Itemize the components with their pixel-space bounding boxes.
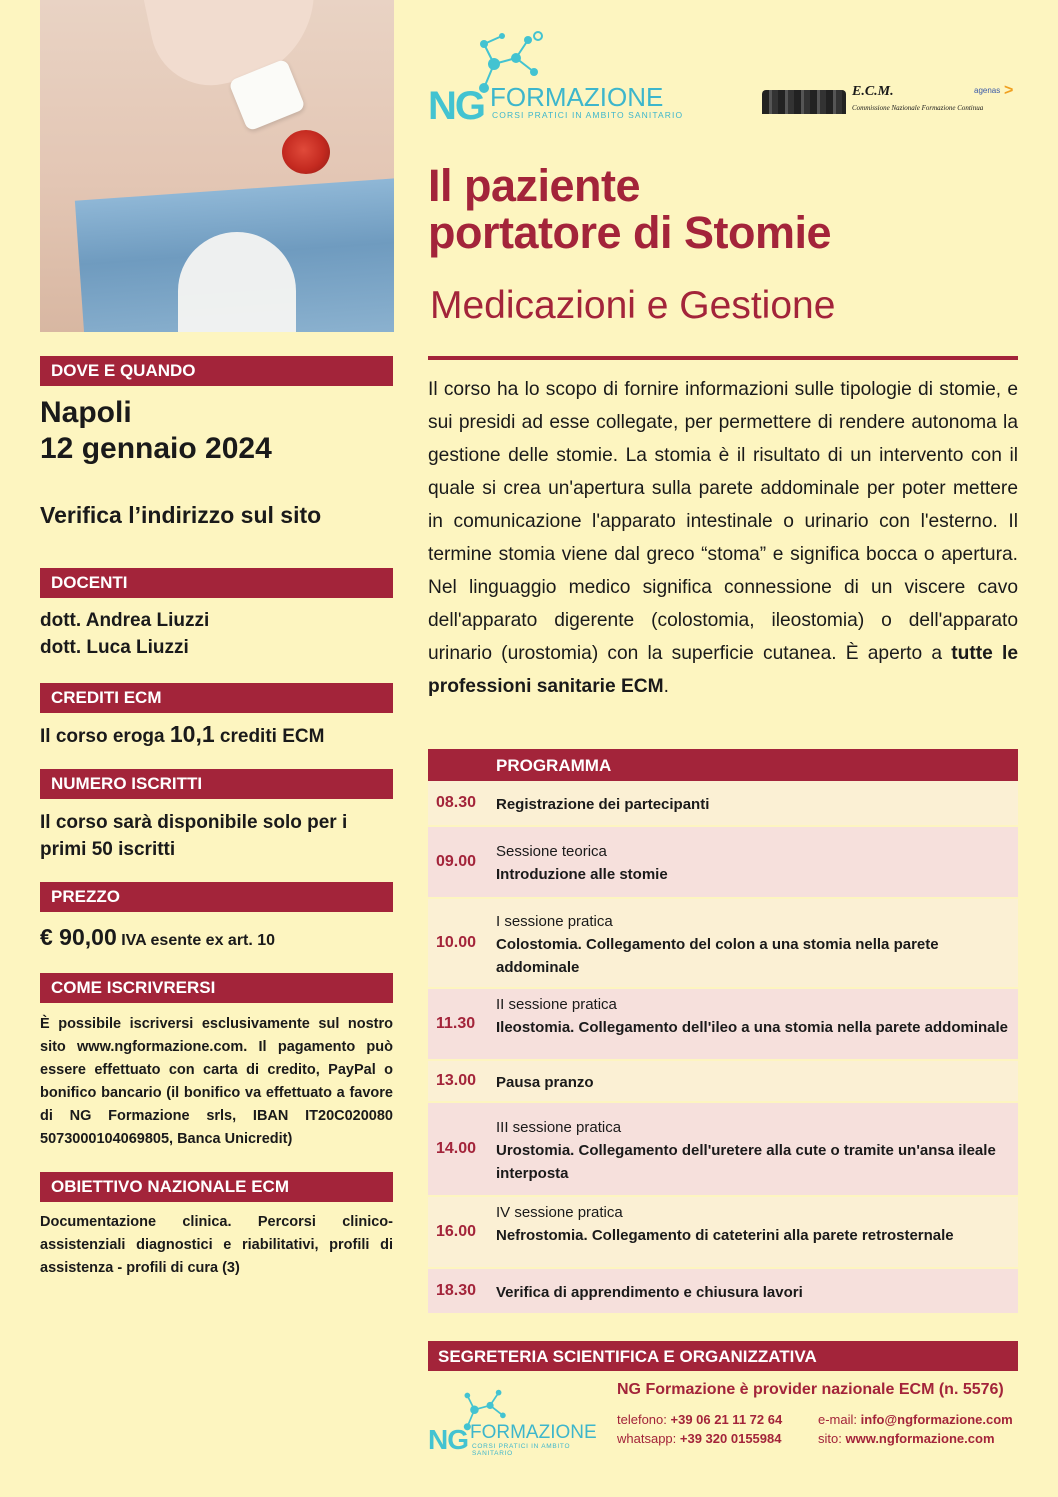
section-where: DOVE E QUANDO [40, 356, 393, 386]
program-table [428, 781, 1018, 1315]
section-howto: COME ISCRIVRERSI [40, 973, 393, 1003]
page-title [428, 162, 1028, 256]
logo-tagline: CORSI PRATICI IN AMBITO SANITARIO [472, 1443, 571, 1457]
event-city: Napoli [40, 396, 132, 429]
program-activity: Colostomia. Collegamento del colon a una stomia nella parete addominale [496, 935, 939, 976]
program-session: I sessione pratica [496, 912, 613, 930]
contact-phones [617, 1410, 782, 1448]
program-body [496, 910, 1011, 979]
ng-formazione-logo-footer [428, 1384, 608, 1456]
program-activity: Urostomia. Collegamento dell'uretere alla cute o tramite un'ansa ileale interposta [496, 1141, 996, 1182]
program-session: II sessione pratica [496, 996, 617, 1013]
event-date: 12 gennaio 2024 [40, 432, 272, 465]
program-row [428, 989, 1018, 1061]
program-time: 14.00 [436, 1140, 477, 1157]
howto-text: È possibile iscriversi esclusivamente sul nostro sito www.ngformazione.com. Il pagamento può essere effettuato con carta di credito, PayPal o bonifico bancario (il bonifico va effettuato a favore di NG Formazione srls, IBAN IT20C020080 5073000104069805, Banca Unicredit) [40, 1016, 393, 1147]
teacher-2: dott. Luca Liuzzi [40, 637, 189, 658]
program-row [428, 1197, 1018, 1269]
logo-tagline: CORSI PRATICI IN AMBITO SANITARIO [492, 110, 684, 120]
stoma-photo [40, 0, 394, 332]
program-activity: Registrazione dei partecipanti [496, 795, 710, 813]
price-text [40, 924, 393, 954]
credits-prefix: Il corso eroga [40, 726, 170, 747]
program-time: 10.00 [436, 934, 477, 951]
program-session: Sessione teorica [496, 843, 607, 860]
enrolled-text: Il corso sarà disponibile solo per i primi 50 iscritti [40, 812, 348, 860]
stoma [282, 130, 330, 174]
program-time: 09.00 [436, 853, 477, 870]
credits-value: 10,1 [169, 721, 215, 747]
ecm-text: E.C.M. [852, 84, 894, 99]
logo-name: FORMAZIONE [470, 1422, 597, 1443]
program-row [428, 781, 1018, 827]
site-label: sito: [818, 1431, 842, 1446]
ecm-commission: Commissione Nazionale Formazione Continua [852, 104, 984, 112]
logo-ng: NG [428, 1424, 468, 1455]
phone-label: telefono: [617, 1412, 667, 1427]
email-label: e-mail: [818, 1412, 858, 1427]
section-credits: CREDITI ECM [40, 683, 393, 713]
program-time: 11.30 [436, 1015, 476, 1032]
objective-text: Documentazione clinica. Percorsi clinico-assistenziali diagnostici e riabilitativi, profili di assistenza - profili di cura (3) [40, 1214, 393, 1276]
logo-name: FORMAZIONE [490, 82, 664, 112]
ecm-crowd-image [762, 90, 846, 114]
program-session: IV sessione pratica [496, 1204, 623, 1221]
section-price: PREZZO [40, 882, 393, 912]
title-line-2: portatore di Stomie [428, 207, 832, 258]
program-row [428, 1103, 1018, 1197]
section-teachers: DOCENTI [40, 568, 393, 598]
description-text: Il corso ha lo scopo di fornire informazioni sulle tipologie di stomie, e sui presidi ad esse collegate, per permettere di rendere autonoma la gestione delle stomie. La stomia è il risultato di un intervento con il quale si crea un'apertura sulla parete addominale per poter mettere in comunicazione l'apparato intestinale o urinario con l'esterno. Il termine stomia viene dal greco “stoma” e significa bocca o apertura. Nel linguaggio medico significa connessione di un viscere cavo dell'apparato digerente (colostomia, ileostomia) o dell'apparato urinario (urostomia) con la superficie cutanea. È aperto a [428, 379, 1018, 664]
price-value: € 90,00 [40, 924, 117, 950]
title-line-1: Il paziente [428, 160, 641, 211]
teachers-list [40, 607, 393, 661]
provider-text: NG Formazione è provider nazionale ECM (n. 5576) [617, 1381, 1004, 1398]
description-bold: tutte le professioni sanitarie ECM [428, 643, 1018, 697]
page-subtitle: Medicazioni e Gestione [430, 284, 836, 327]
program-body [496, 1201, 1011, 1247]
program-body [496, 793, 1011, 816]
event-location-date [40, 395, 272, 467]
title-divider [428, 356, 1018, 360]
ecm-logo [762, 84, 1020, 124]
section-enrolled: NUMERO ISCRITTI [40, 769, 393, 799]
teacher-1: dott. Andrea Liuzzi [40, 610, 210, 631]
program-body [496, 1116, 1011, 1185]
section-objective: OBIETTIVO NAZIONALE ECM [40, 1172, 393, 1202]
whatsapp-label: whatsapp: [617, 1431, 677, 1446]
description-end: . [663, 676, 669, 697]
whatsapp-number[interactable]: +39 320 0155984 [679, 1431, 782, 1446]
course-description [428, 373, 1018, 703]
program-row [428, 1269, 1018, 1315]
program-row [428, 1061, 1018, 1103]
program-body [496, 1281, 1011, 1304]
credits-suffix: crediti ECM [214, 726, 325, 747]
program-time: 08.30 [436, 794, 477, 811]
phone-number[interactable]: +39 06 21 11 72 64 [670, 1412, 783, 1427]
email-link[interactable]: info@ngformazione.com [860, 1412, 1013, 1427]
program-row [428, 899, 1018, 989]
program-activity: Verifica di apprendimento e chiusura lavori [496, 1283, 803, 1301]
program-body [496, 840, 1011, 886]
program-activity: Introduzione alle stomie [496, 866, 668, 883]
site-link[interactable]: www.ngformazione.com [845, 1431, 995, 1446]
program-time: 18.30 [436, 1282, 477, 1299]
price-note: IVA esente ex art. 10 [116, 932, 276, 949]
agenas-mark-icon: > [1004, 82, 1014, 99]
program-activity: Nefrostomia. Collegamento di cateterini alla parete retrosternale [496, 1227, 954, 1244]
logo-ng: NG [428, 84, 484, 128]
secretariat-header: SEGRETERIA SCIENTIFICA E ORGANIZZATIVA [428, 1341, 1018, 1371]
program-body [496, 993, 1011, 1039]
contact-web [818, 1410, 1013, 1448]
credits-text [40, 721, 393, 750]
agenas-logo: agenas [974, 86, 1001, 95]
program-time: 16.00 [436, 1223, 477, 1240]
verify-address: Verifica l’indirizzo sul sito [40, 502, 322, 528]
program-body [496, 1071, 1011, 1094]
program-activity: Ileostomia. Collegamento dell'ileo a una stomia nella parete addominale [496, 1019, 1009, 1036]
program-activity: Pausa pranzo [496, 1073, 594, 1091]
program-header: PROGRAMMA [428, 749, 1018, 781]
ng-formazione-logo [428, 28, 698, 128]
program-session: III sessione pratica [496, 1118, 622, 1136]
program-time: 13.00 [436, 1072, 477, 1089]
program-row [428, 827, 1018, 899]
